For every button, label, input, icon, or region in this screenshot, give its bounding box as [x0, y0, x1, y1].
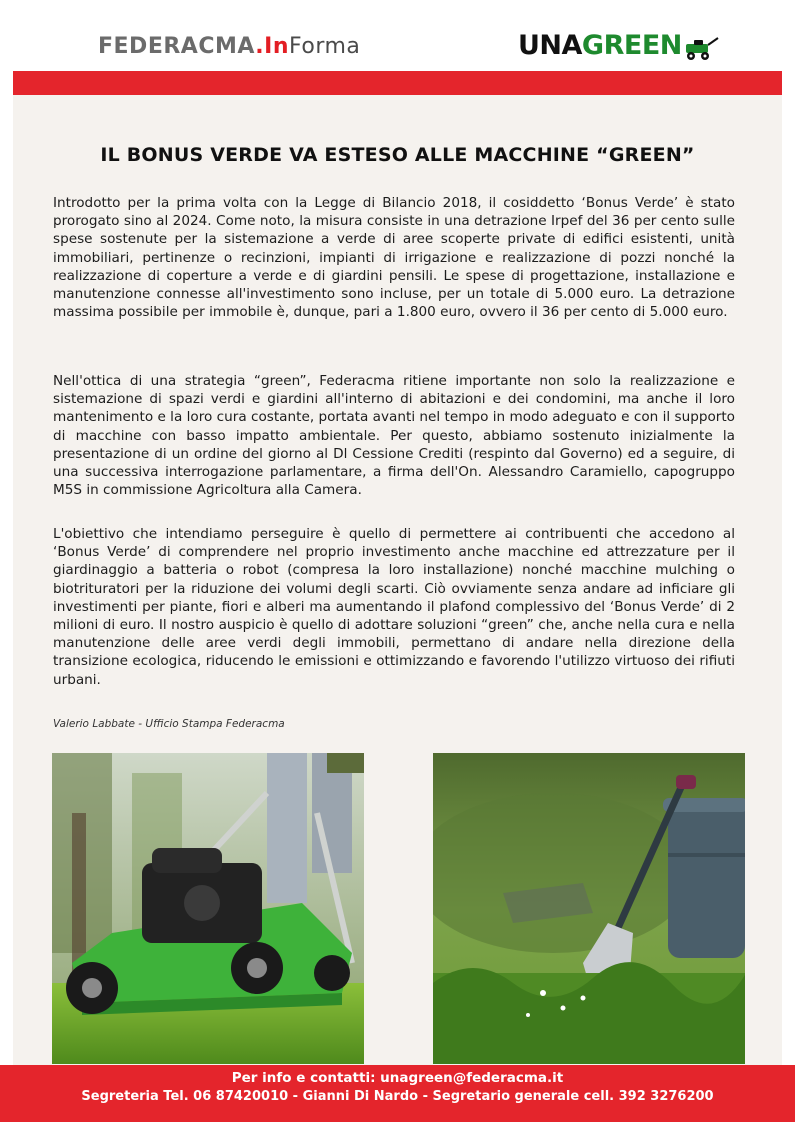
footer-contact-phones: Segreteria Tel. 06 87420010 - Gianni Di Nardo - Segretario generale cell. 392 3276200 — [81, 1089, 714, 1104]
article-paragraph-2: Nell'ottica di una strategia “green”, Federacma ritiene importante non solo la realizzazione e sistemazione di spazi verdi e giardini all'interno di abitazioni e dei condomini, ma anche il loro mantenimento e la loro cura costante, portata avanti nel tempo in modo adeguato e con il supporto di macchine con basso impatto ambientale. Per questo, abbiamo sostenuto inizialmente la presentazione di un ordine del giorno al Dl Cessione Crediti (respinto dal Governo) ed a seguire, di una successiva interrogazione parlamentare, a firma dell'On. Alessandro Caramiello, capogruppo M5S in commissione Agricoltura alla Camera. — [53, 373, 735, 499]
article-author: Valerio Labbate - Ufficio Stampa Federacma — [53, 718, 285, 730]
footer-contact-email: Per info e contatti: unagreen@federacma.it — [231, 1070, 564, 1086]
lawn-mower-photo — [52, 753, 364, 1064]
page-header — [0, 0, 795, 68]
header-red-band — [13, 71, 782, 95]
article-paragraph-3: L'obiettivo che intendiamo perseguire è quello di permettere ai contribuenti che accedono al ‘Bonus Verde’ di comprendere nel proprio investimento anche macchine ed attrezzature per il giardinaggio a batteria o robot (compresa la loro installazione) nonché macchine mulching o biotrituratori per la riduzione dei volumi degli scarti. Ciò ovviamente senza andare ad inficiare gli investimenti per piante, fiori e alberi ma aumentando il plafond complessivo del ‘Bonus Verde’ di 2 milioni di euro. Il nostro auspicio è quello di adottare soluzioni “green” che, anche nella cura e nella manutenzione delle aree verdi degli immobili, permettano di andare nella direzione della transizione ecologica, riducendo le emissioni e ottimizzando e favorendo l'utilizzo virtuoso dei rifiuti urbani. — [53, 526, 735, 688]
mower-icon — [684, 36, 722, 62]
federacma-informa-logo: FEDERACMA.InForma — [98, 34, 361, 59]
article-paragraph-1: Introdotto per la prima volta con la Legge di Bilancio 2018, il cosiddetto ‘Bonus Verde’ è stato prorogato sino al 2024. Come noto, la misura consiste in una detrazione Irpef del 36 per cento sulle spese sostenute per la sistemazione a verde di aree scoperte private di edifici esistenti, unità immobiliari, pertinenze o recinzioni, impianti di irrigazione e realizzazione di pozzi nonché la realizzazione di coperture a verde e di giardini pensili. Le spese di progettazione, installazione e manutenzione connesse all'investimento sono incluse, per un totale di 5.000 euro. La detrazione massima possibile per immobile è, dunque, pari a 1.800 euro, ovvero il 36 per cento di 5.000 euro. — [53, 195, 735, 321]
unagreen-logo: UNAGREEN — [518, 30, 682, 61]
garden-shovel-photo — [433, 753, 745, 1064]
article-title: IL BONUS VERDE VA ESTESO ALLE MACCHINE “GREEN” — [100, 144, 695, 166]
contact-footer — [0, 1065, 795, 1122]
